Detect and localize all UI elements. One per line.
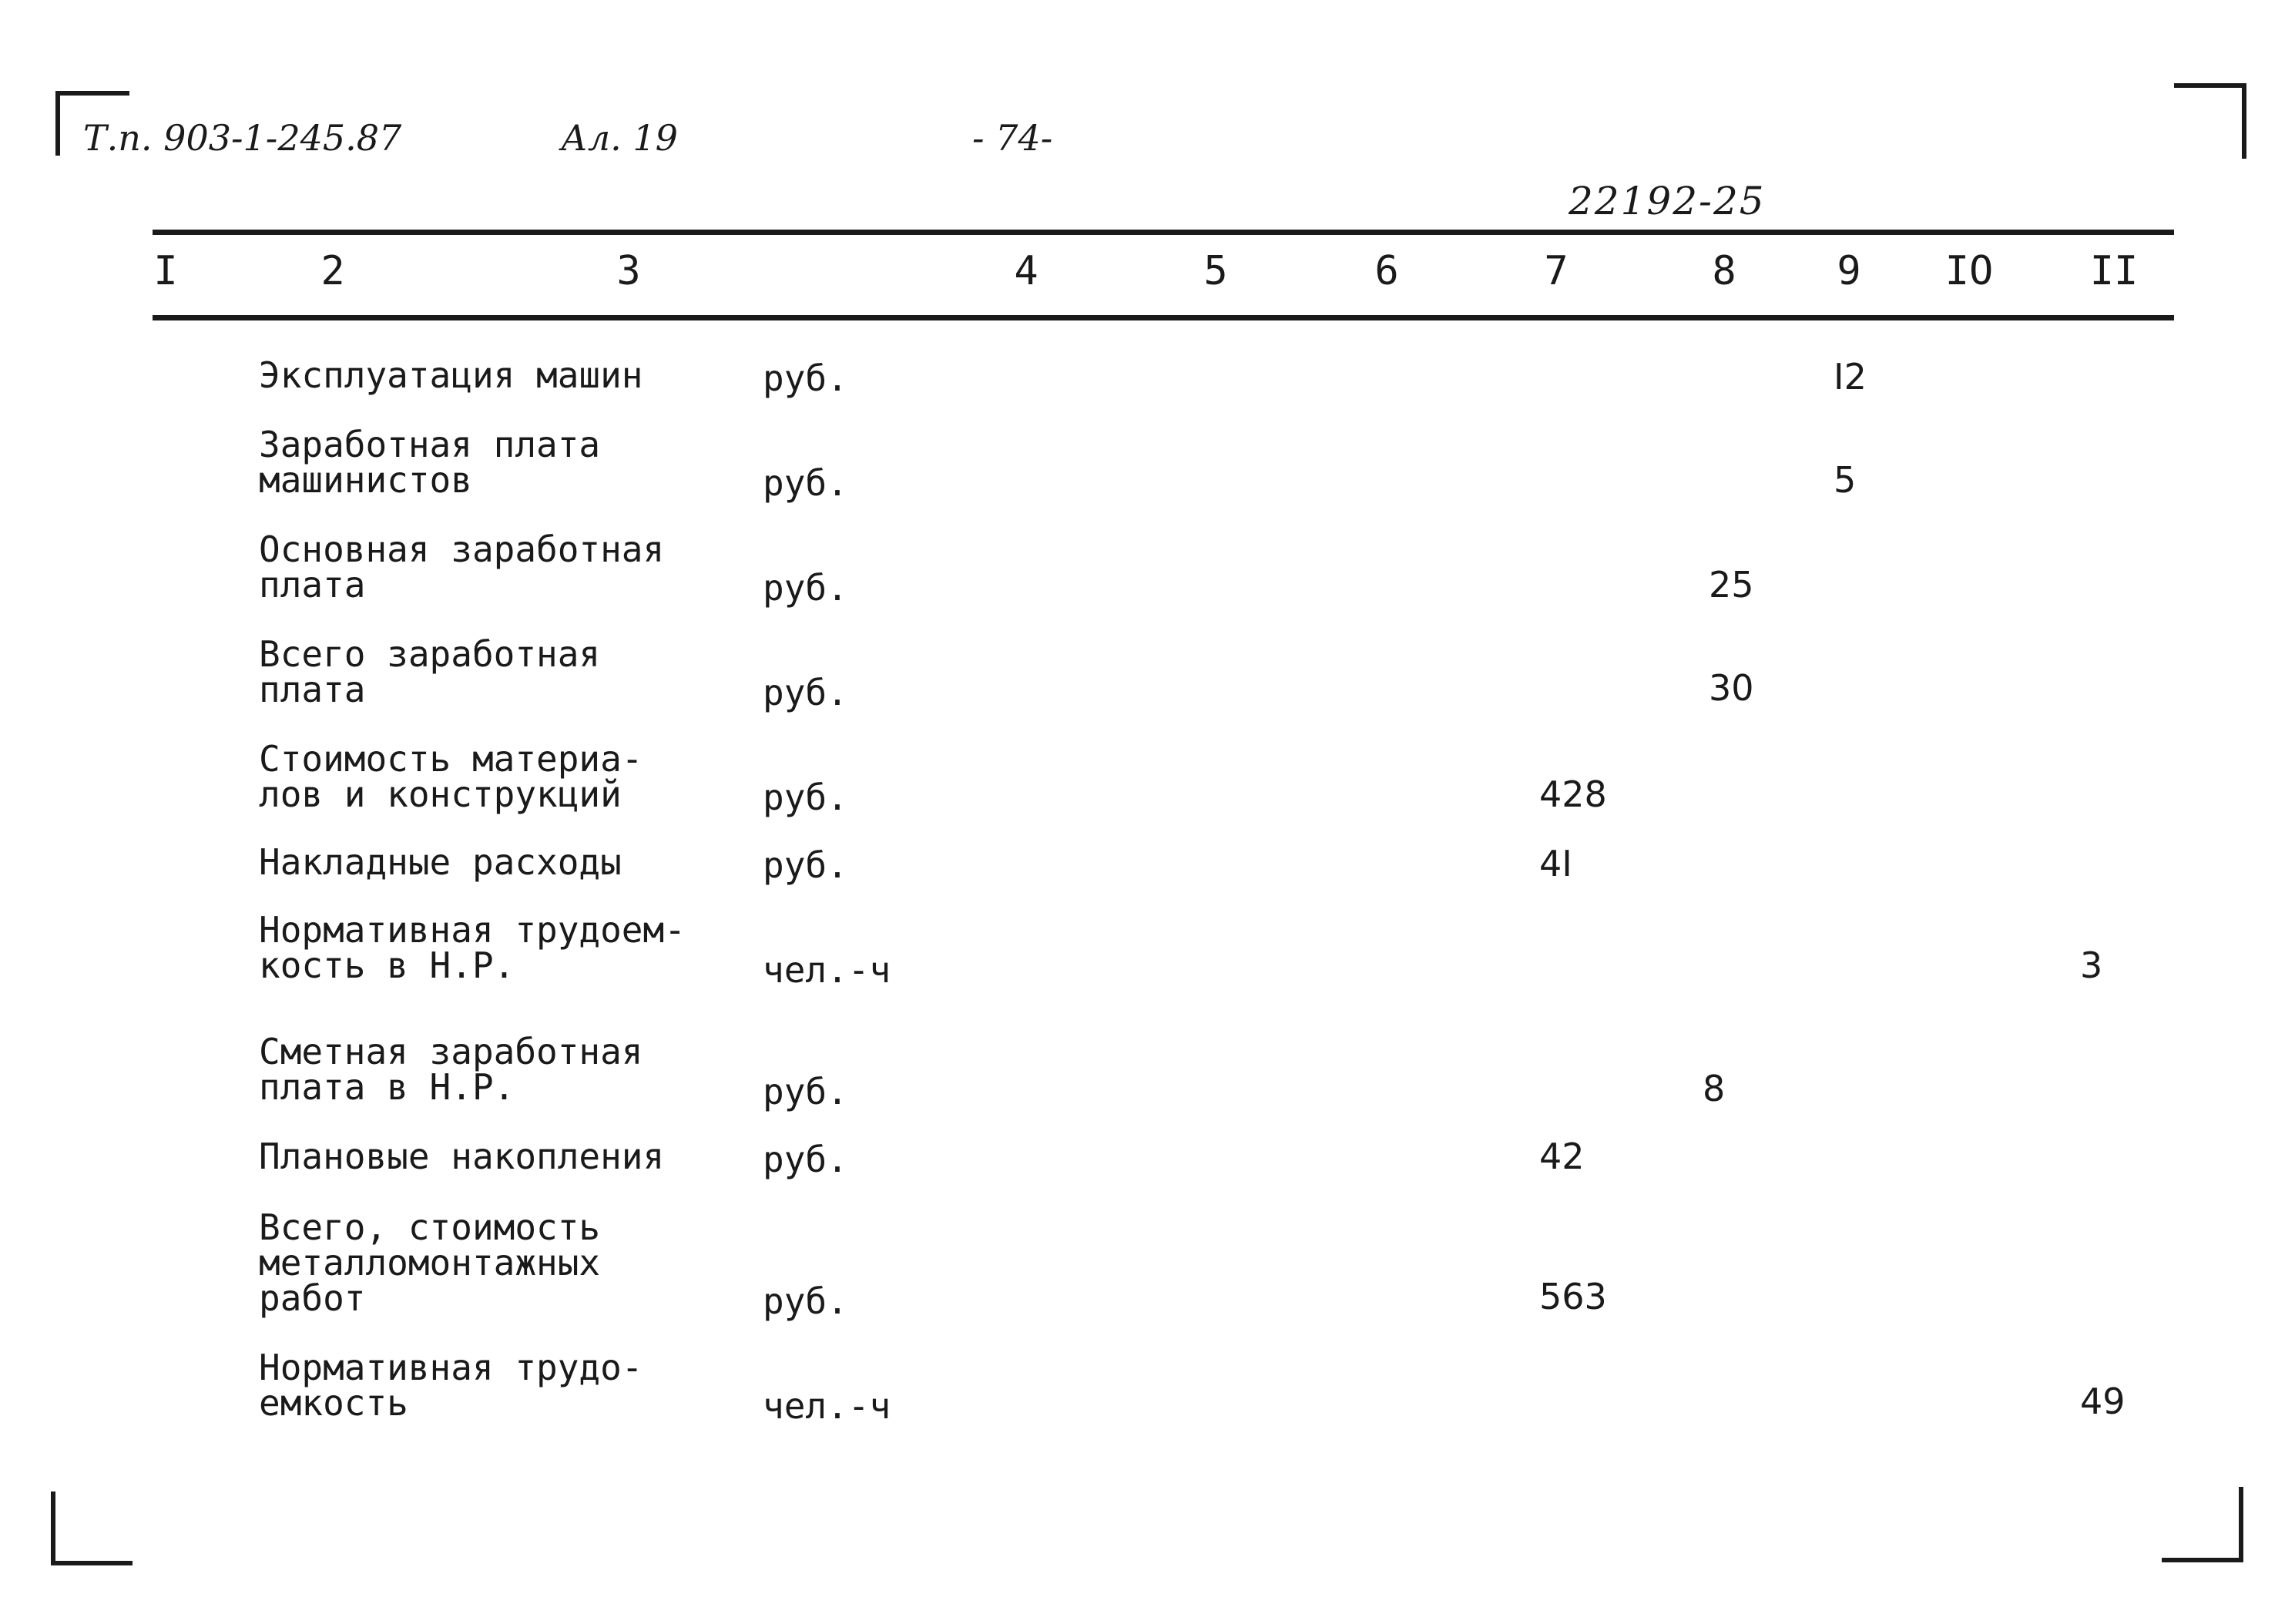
corner-mark-bottom-left: [51, 1491, 133, 1565]
row-value: 5: [1834, 459, 1857, 501]
row-name: Плановые накопления: [259, 1136, 665, 1177]
column-header: I: [153, 248, 178, 294]
row-name: Нормативная трудоем- кость в Н.Р.: [259, 909, 686, 986]
column-header: 6: [1374, 248, 1399, 294]
row-unit: руб.: [763, 777, 848, 818]
row-name: Основная заработная плата: [259, 528, 665, 606]
row-name: Нормативная трудо- емкость: [259, 1347, 643, 1424]
row-unit: руб.: [763, 462, 848, 504]
row-name: Всего, стоимость металломонтажных работ: [259, 1206, 601, 1319]
row-name: Эксплуатация машин: [259, 354, 643, 396]
column-header: 7: [1544, 248, 1569, 294]
row-value: 42: [1539, 1136, 1585, 1177]
doc-number: 22192-25: [1569, 179, 1766, 223]
column-header: 9: [1837, 248, 1861, 294]
row-name: Стоимость материа- лов и конструкций: [259, 738, 643, 815]
column-header: 2: [320, 248, 345, 294]
row-value: 428: [1539, 773, 1607, 815]
row-unit: руб.: [763, 844, 848, 886]
corner-mark-top-right: [2174, 83, 2246, 159]
row-unit: руб.: [763, 672, 848, 713]
row-unit: руб.: [763, 357, 848, 399]
row-name: Всего заработная плата: [259, 633, 601, 710]
row-value: 30: [1709, 667, 1754, 709]
corner-mark-bottom-right: [2162, 1487, 2243, 1562]
column-header: II: [2089, 248, 2139, 294]
row-unit: чел.-ч: [763, 1385, 891, 1427]
row-value: 4I: [1539, 843, 1572, 884]
column-header: IO: [1944, 248, 1994, 294]
row-unit: чел.-ч: [763, 949, 891, 991]
row-name: Сметная заработная плата в Н.Р.: [259, 1031, 643, 1108]
column-header: 4: [1014, 248, 1038, 294]
row-unit: руб.: [763, 567, 848, 609]
row-unit: руб.: [763, 1071, 848, 1112]
table-header-rule: [153, 315, 2174, 320]
row-value: I2: [1834, 356, 1867, 398]
page-number: - 74-: [972, 117, 1053, 159]
column-header: 8: [1712, 248, 1736, 294]
doc-code: Т.п. 903-1-245.87: [83, 117, 402, 159]
row-value: 563: [1539, 1276, 1607, 1317]
album-number: Ал. 19: [561, 117, 678, 159]
row-unit: руб.: [763, 1280, 848, 1322]
row-value: 3: [2080, 945, 2103, 986]
row-value: 25: [1709, 564, 1754, 606]
table-top-rule: [153, 230, 2174, 235]
column-header: 5: [1203, 248, 1228, 294]
row-name: Накладные расходы: [259, 841, 622, 883]
row-name: Заработная плата машинистов: [259, 424, 601, 501]
row-value: 49: [2080, 1381, 2126, 1422]
column-header: 3: [616, 248, 641, 294]
row-unit: руб.: [763, 1139, 848, 1180]
row-value: 8: [1703, 1068, 1726, 1109]
